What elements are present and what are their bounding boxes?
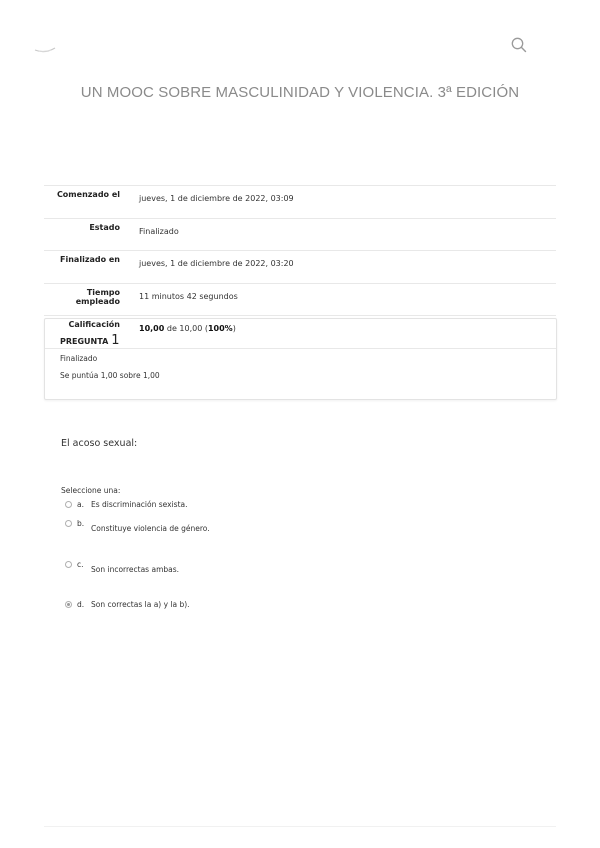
radio-button-selected[interactable] [65, 601, 72, 608]
summary-row-time [44, 283, 556, 316]
question-text: El acoso sexual: [61, 438, 138, 449]
radio-button[interactable] [65, 520, 72, 527]
answer-prompt: Seleccione una: [61, 486, 121, 495]
summary-value: jueves, 1 de diciembre de 2022, 03:20 [120, 251, 556, 284]
option-text: Son correctas la a) y la b). [91, 600, 190, 609]
summary-row-state [44, 218, 556, 251]
radio-button[interactable] [65, 561, 72, 568]
option-text: Constituye violencia de género. [91, 524, 210, 533]
grade-percent: 100% [207, 324, 233, 333]
question-info-box [44, 318, 557, 400]
summary-row-finished [44, 251, 556, 284]
summary-label: Estado [44, 218, 120, 251]
summary-value: Finalizado [120, 218, 556, 251]
logo-icon[interactable] [33, 40, 57, 54]
summary-label: Finalizado en [44, 251, 120, 284]
summary-value: 11 minutos 42 segundos [120, 283, 556, 316]
question-number-value: 1 [111, 333, 120, 348]
question-label: PREGUNTA [60, 337, 109, 346]
grade-of-text: de 10,00 ( [166, 324, 208, 333]
grade-close: ) [232, 324, 236, 333]
option-letter: c. [77, 560, 84, 569]
question-grade: Se puntúa 1,00 sobre 1,00 [60, 371, 160, 380]
footer-divider [44, 826, 556, 827]
radio-button[interactable] [65, 501, 72, 508]
option-text: Es discriminación sexista. [91, 500, 188, 509]
course-title[interactable]: UN MOOC SOBRE MASCULINIDAD Y VIOLENCIA. 3ª EDICIÓN [80, 84, 520, 101]
summary-value: jueves, 1 de diciembre de 2022, 03:09 [120, 186, 556, 219]
summary-row-started [44, 186, 556, 219]
grade-score: 10,00 [139, 324, 165, 333]
search-icon[interactable] [510, 36, 528, 54]
summary-label: Calificación [44, 316, 120, 349]
option-text: Son incorrectas ambas. [91, 565, 180, 574]
question-number [60, 333, 120, 348]
option-letter: d. [77, 600, 85, 609]
option-letter: a. [77, 500, 84, 509]
summary-label: Comenzado el [44, 186, 120, 219]
option-letter: b. [77, 519, 85, 528]
question-state: Finalizado [60, 354, 98, 363]
summary-label: Tiempo empleado [44, 283, 120, 316]
